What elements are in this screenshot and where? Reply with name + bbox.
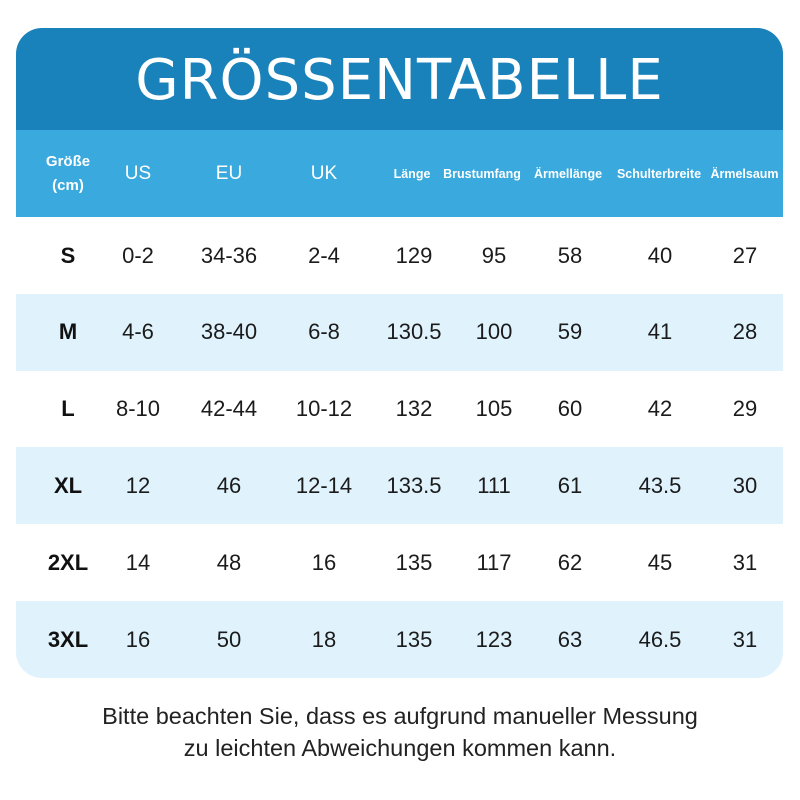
header-schulterbreite: Schulterbreite (616, 166, 702, 181)
cell-uk: 12-14 (295, 472, 353, 498)
cell-us: 14 (125, 549, 151, 575)
cell-brustumfang: 111 (477, 472, 511, 498)
cell-size: XL (53, 472, 83, 498)
table-row (16, 447, 783, 524)
table-row (16, 217, 783, 294)
cell-brustumfang: 117 (476, 549, 512, 575)
cell-uk: 16 (311, 549, 337, 575)
cell-eu: 38-40 (200, 319, 258, 345)
header-brustumfang: Brustumfang (443, 166, 521, 181)
header-size (28, 130, 108, 217)
header-aermelsaum: Ärmelsaum (710, 166, 779, 181)
cell-schulterbreite: 43.5 (638, 472, 682, 498)
table-row (16, 601, 783, 678)
cell-schulterbreite: 45 (647, 549, 673, 575)
cell-aermellaenge: 62 (557, 549, 583, 575)
page-title: GRÖSSENTABELLE (135, 48, 664, 113)
cell-aermelsaum: 31 (732, 549, 758, 575)
header-us: US (124, 162, 152, 184)
cell-eu: 46 (216, 472, 242, 498)
cell-aermelsaum: 28 (732, 319, 758, 345)
note-line-1: Bitte beachten Sie, dass es aufgrund manueller Messung (102, 703, 698, 729)
cell-aermellaenge: 59 (557, 319, 583, 345)
cell-uk: 6-8 (308, 319, 340, 345)
cell-uk: 2-4 (308, 242, 340, 268)
cell-laenge: 129 (395, 242, 433, 268)
cell-us: 12 (125, 472, 151, 498)
header-size-label: Größe (45, 152, 91, 170)
cell-aermellaenge: 60 (557, 396, 583, 422)
cell-eu: 50 (216, 626, 242, 652)
cell-laenge: 135 (395, 549, 433, 575)
cell-uk: 18 (311, 626, 337, 652)
header-uk: UK (310, 162, 338, 184)
header-laenge: Länge (393, 166, 431, 181)
cell-size: L (61, 396, 75, 422)
cell-eu: 42-44 (200, 396, 258, 422)
cell-size: M (58, 319, 78, 345)
cell-eu: 48 (216, 549, 242, 575)
measurement-note (0, 700, 800, 764)
header-size-unit: (cm) (52, 176, 84, 194)
cell-laenge: 132 (395, 396, 433, 422)
cell-brustumfang: 100 (475, 319, 513, 345)
cell-size: 3XL (47, 626, 89, 652)
cell-laenge: 133.5 (386, 472, 442, 498)
table-row (16, 524, 783, 601)
table-header-row (16, 130, 783, 217)
table-row (16, 371, 783, 448)
cell-us: 0-2 (122, 242, 154, 268)
cell-aermelsaum: 29 (732, 396, 758, 422)
cell-size: S (60, 242, 76, 268)
cell-schulterbreite: 40 (647, 242, 673, 268)
cell-aermellaenge: 58 (557, 242, 583, 268)
header-eu: EU (215, 162, 243, 184)
cell-uk: 10-12 (295, 396, 353, 422)
cell-brustumfang: 105 (475, 396, 513, 422)
cell-size: 2XL (47, 549, 89, 575)
cell-us: 8-10 (115, 396, 161, 422)
cell-laenge: 130.5 (386, 319, 442, 345)
cell-aermelsaum: 30 (732, 472, 758, 498)
cell-laenge: 135 (395, 626, 433, 652)
cell-brustumfang: 95 (481, 242, 507, 268)
cell-us: 16 (125, 626, 151, 652)
cell-aermelsaum: 31 (732, 626, 758, 652)
cell-us: 4-6 (122, 319, 154, 345)
cell-aermellaenge: 63 (557, 626, 583, 652)
cell-eu: 34-36 (200, 242, 258, 268)
title-bar (16, 28, 783, 130)
cell-schulterbreite: 41 (647, 319, 673, 345)
cell-aermelsaum: 27 (732, 242, 758, 268)
cell-brustumfang: 123 (475, 626, 513, 652)
cell-schulterbreite: 46.5 (638, 626, 682, 652)
cell-aermellaenge: 61 (557, 472, 583, 498)
note-line-2: zu leichten Abweichungen kommen kann. (183, 735, 617, 761)
cell-schulterbreite: 42 (647, 396, 673, 422)
header-aermellaenge: Ärmellänge (533, 166, 603, 181)
size-chart-card (16, 28, 783, 678)
table-row (16, 294, 783, 371)
